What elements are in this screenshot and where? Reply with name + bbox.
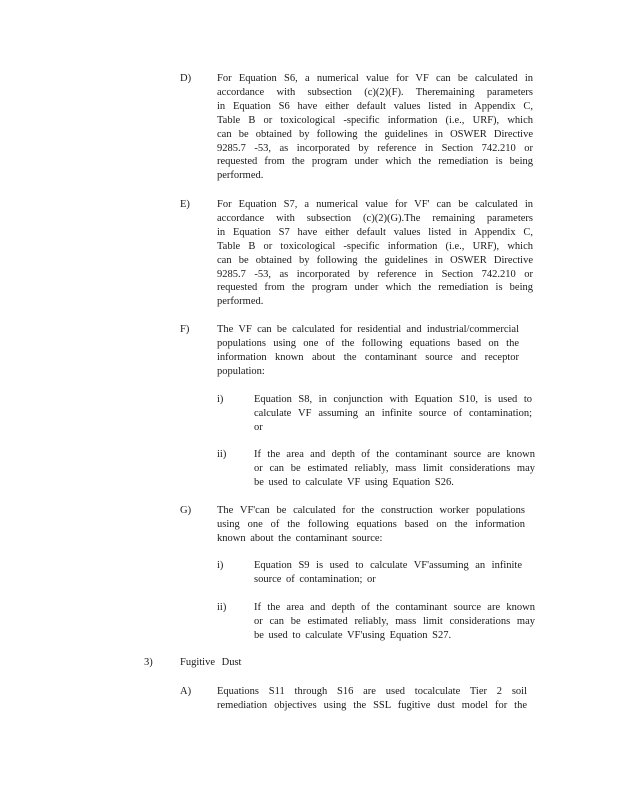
text-line: can be obtained by following the guidelines in OSWER Directive: [217, 254, 533, 266]
text-line: remediation objectives using the SSL fugitive dust model for the: [217, 699, 527, 711]
text-line: known about the contaminant source:: [217, 532, 383, 544]
section-g-marker: G): [180, 505, 192, 516]
text-line: using one of the following equations based on the information: [217, 518, 525, 530]
text-line: The VF'can be calculated for the construction worker populations: [217, 505, 525, 516]
section-d-text: [217, 72, 533, 183]
section-d-marker: D): [180, 73, 192, 84]
text-line: requested from the program under which the remediation is being: [217, 282, 533, 294]
text-line: Equations S11 through S16 are used tocalculate Tier 2 soil: [217, 686, 527, 697]
text-line: performed.: [217, 296, 264, 308]
section-f-marker: F): [180, 324, 190, 335]
text-line: be used to calculate VF using Equation S26.: [254, 476, 454, 488]
text-line: or can be estimated reliably, mass limit considerations may: [254, 462, 535, 474]
text-line: The VF can be calculated for residential and industrial/commercial: [217, 324, 519, 335]
text-line: accordance with subsection (c)(2)(F). Theremaining parameters: [217, 86, 533, 98]
text-line: calculate VF assuming an infinite source of contamination;: [254, 407, 532, 419]
text-line: information known about the contaminant source and receptor: [217, 351, 519, 363]
text-line: or: [254, 421, 263, 433]
subitem-text: [254, 448, 535, 490]
text-line: Table B or toxicological -specific information (i.e., URF), which: [217, 114, 533, 126]
text-line: For Equation S6, a numerical value for VF can be calculated in: [217, 73, 533, 84]
section-a-text: [217, 685, 527, 713]
text-line: For Equation S7, a numerical value for VF' can be calculated in: [217, 199, 533, 210]
text-line: can be obtained by following the guidelines in OSWER Directive: [217, 128, 533, 140]
text-line: population:: [217, 365, 265, 377]
section-3-heading: Fugitive Dust: [180, 657, 242, 668]
subitem-marker: ii): [217, 449, 227, 460]
text-line: performed.: [217, 170, 264, 182]
section-3-marker: 3): [144, 657, 153, 668]
text-line: Table B or toxicological -specific information (i.e., URF), which: [217, 240, 533, 252]
text-line: requested from the program under which the remediation is being: [217, 156, 533, 168]
section-e-marker: E): [180, 199, 190, 210]
subitem-marker: i): [217, 394, 224, 405]
text-line: If the area and depth of the contaminant source are known: [254, 602, 535, 613]
text-line: Equation S9 is used to calculate VF'assuming an infinite: [254, 560, 522, 571]
text-line: 9285.7 -53, as incorporated by reference in Section 742.210 or: [217, 142, 533, 154]
text-line: accordance with subsection (c)(2)(G).The remaining parameters: [217, 212, 533, 224]
section-g-text: [217, 504, 525, 546]
text-line: in Equation S6 have either default values listed in Appendix C,: [217, 100, 533, 112]
text-line: If the area and depth of the contaminant source are known: [254, 449, 535, 460]
text-line: be used to calculate VF'using Equation S27.: [254, 629, 452, 641]
subitem-text: [254, 559, 522, 587]
subitem-marker: ii): [217, 602, 227, 613]
section-f-text: [217, 323, 519, 379]
text-line: source of contamination; or: [254, 573, 376, 585]
subitem-text: [254, 393, 532, 435]
section-e-text: [217, 198, 533, 309]
subitem-marker: i): [217, 560, 224, 571]
text-line: Equation S8, in conjunction with Equation S10, is used to: [254, 394, 532, 405]
text-line: 9285.7 -53, as incorporated by reference in Section 742.210 or: [217, 268, 533, 280]
text-line: or can be estimated reliably, mass limit considerations may: [254, 615, 535, 627]
section-a-marker: A): [180, 686, 192, 697]
text-line: populations using one of the following equations based on the: [217, 337, 519, 349]
subitem-text: [254, 601, 535, 643]
text-line: in Equation S7 have either default values listed in Appendix C,: [217, 226, 533, 238]
